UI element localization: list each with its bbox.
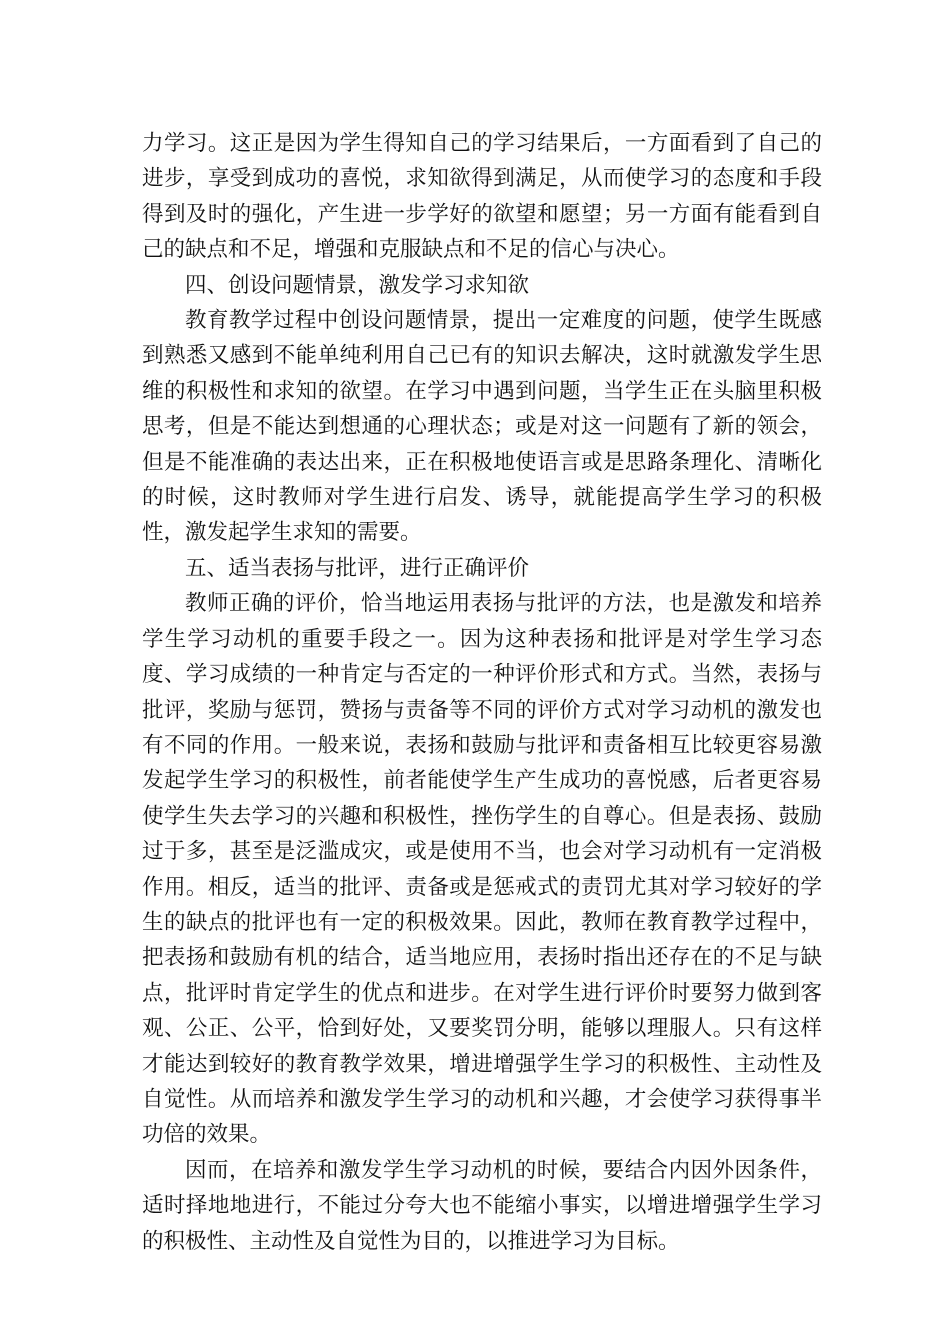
paragraph-continuation: 力学习。这正是因为学生得知自己的学习结果后，一方面看到了自己的进步，享受到成功的喜悦，求知欲得到满足，从而使学习的态度和手段得到及时的强化，产生进一步学好的欲望和愿望；另一方面有能看到自己的缺点和不足，增强和克服缺点和不足的信心与决心。	[142, 131, 822, 263]
section-heading-5: 五、适当表扬与批评，进行正确评价	[185, 555, 530, 581]
section-heading-4: 四、创设问题情景，激发学习求知欲	[185, 272, 530, 298]
paragraph-evaluation: 教师正确的评价，恰当地运用表扬与批评的方法，也是激发和培养学生学习动机的重要手段之一。因为这种表扬和批评是对学生学习态度、学习成绩的一种肯定与否定的一种评价形式和方式。当然，表扬与批评，奖励与惩罚，赞扬与责备等不同的评价方式对学习动机的激发也有不同的作用。一般来说，表扬和鼓励与批评和责备相互比较更容易激发起学生学习的积极性，前者能使学生产生成功的喜悦感，后者更容易使学生失去学习的兴趣和积极性，挫伤学生的自尊心。但是表扬、鼓励过于多，甚至是泛滥成灾，或是使用不当，也会对学习动机有一定消极作用。相反，适当的批评、责备或是惩戒式的责罚尤其对学习较好的学生的缺点的批评也有一定的积极效果。因此，教师在教育教学过程中，把表扬和鼓励有机的结合，适当地应用，表扬时指出还存在的不足与缺点，批评时肯定学生的优点和进步。在对学生进行评价时要努力做到客观、公正、公平，恰到好处，又要奖罚分明，能够以理服人。只有这样才能达到较好的教育教学效果，增进增强学生学习的积极性、主动性及自觉性。从而培养和激发学生学习的动机和兴趣，才会使学习获得事半功倍的效果。	[142, 591, 822, 1148]
document-body	[142, 126, 822, 1259]
paragraph-problem-situation: 教育教学过程中创设问题情景，提出一定难度的问题，使学生既感到熟悉又感到不能单纯利用自己已有的知识去解决，这时就激发学生思维的积极性和求知的欲望。在学习中遇到问题，当学生正在头脑里积极思考，但是不能达到想通的心理状态；或是对这一问题有了新的领会，但是不能准确的表达出来，正在积极地使语言或是思路条理化、清晰化的时候，这时教师对学生进行启发、诱导，就能提高学生学习的积极性，激发起学生求知的需要。	[142, 308, 822, 546]
paragraph-conclusion: 因而，在培养和激发学生学习动机的时候，要结合内因外因条件，适时择地地进行，不能过分夸大也不能缩小事实，以增进增强学生学习的积极性、主动性及自觉性为目的，以推进学习为目标。	[142, 1157, 822, 1254]
